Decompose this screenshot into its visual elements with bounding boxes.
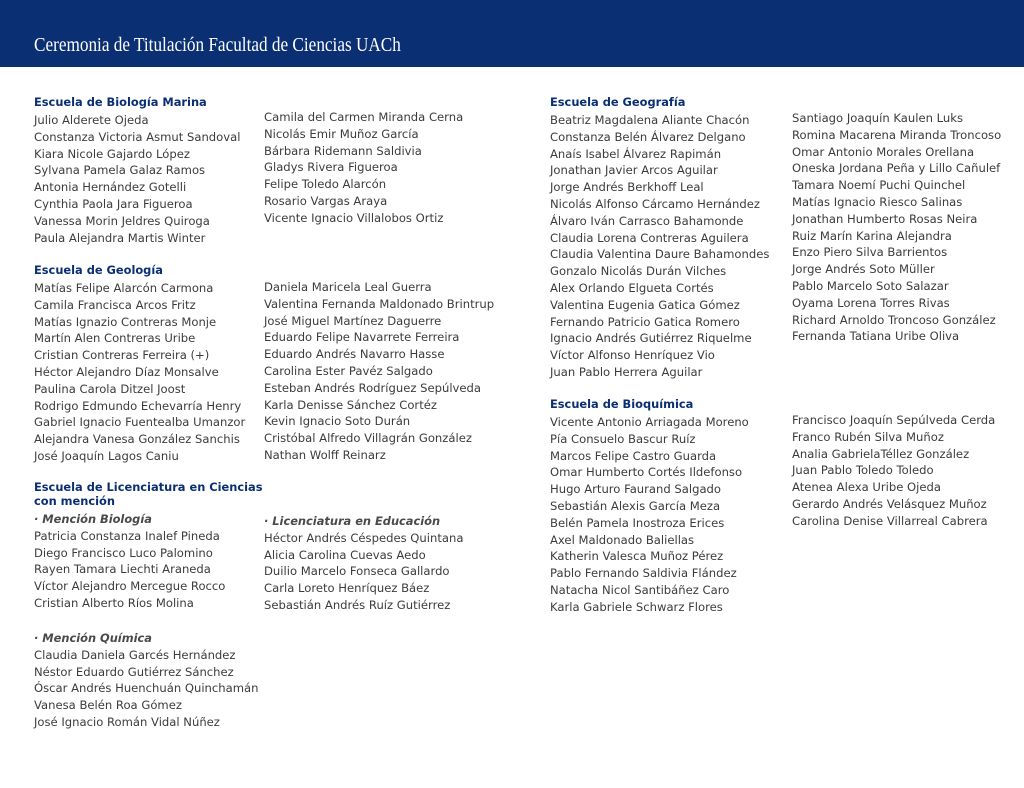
- graduate-name: Fernando Patricio Gatica Romero: [550, 314, 740, 329]
- section-geografia-col2: [792, 110, 1001, 345]
- graduate-name: Héctor Andrés Céspedes Quintana: [264, 530, 464, 545]
- name-list: [792, 110, 1001, 345]
- graduate-name: Óscar Andrés Huenchuán Quinchamán: [34, 681, 259, 696]
- section-bioquimica: [550, 397, 749, 616]
- graduate-name: Víctor Alejandro Mercegue Rocco: [34, 579, 226, 594]
- name-list: [550, 414, 749, 616]
- graduate-name: Francisco Joaquín Sepúlveda Cerda: [792, 413, 996, 427]
- section-heading: Escuela de Biología Marina: [34, 95, 207, 109]
- section-heading-line1: Escuela de Licenciatura en Ciencias: [34, 480, 263, 494]
- graduate-name: Nicolás Emir Muñoz García: [264, 126, 419, 141]
- graduate-name: Matías Ignazio Contreras Monje: [34, 314, 217, 329]
- graduate-name: Alejandra Vanesa González Sanchis: [34, 432, 240, 447]
- graduate-name: Natacha Nicol Santibáñez Caro: [550, 582, 730, 597]
- graduate-name: Ignacio Andrés Gutiérrez Riquelme: [550, 331, 752, 346]
- graduate-name: Vanessa Morin Jeldres Quiroga: [34, 213, 210, 228]
- graduate-name: Sebastián Andrés Ruíz Gutiérrez: [264, 597, 451, 612]
- graduate-name: Gonzalo Nicolás Durán Vilches: [550, 264, 727, 279]
- graduate-name: José Miguel Martínez Daguerre: [264, 313, 442, 328]
- graduate-name: Franco Rubén Silva Muñoz: [792, 429, 944, 444]
- graduate-name: Claudia Daniela Garcés Hernández: [34, 647, 236, 662]
- name-list: [264, 279, 494, 464]
- section-licenciatura: [34, 480, 263, 612]
- graduate-name: Paula Alejandra Martis Winter: [34, 230, 206, 245]
- graduate-name: Rosario Vargas Araya: [264, 193, 388, 208]
- graduate-name: Vanesa Belén Roa Gómez: [34, 698, 182, 713]
- name-list: [34, 647, 258, 731]
- graduate-name: Constanza Victoria Asmut Sandoval: [34, 129, 241, 144]
- graduate-name: Esteban Andrés Rodríguez Sepúlveda: [264, 380, 482, 395]
- graduate-name: Eduardo Felipe Navarrete Ferreira: [264, 330, 460, 345]
- graduate-name: Eduardo Andrés Navarro Hasse: [264, 347, 445, 362]
- graduate-name: Julio Alderete Ojeda: [34, 113, 149, 127]
- graduate-name: Atenea Alexa Uribe Ojeda: [792, 480, 942, 495]
- name-list: [792, 412, 995, 530]
- graduate-name: Álvaro Iván Carrasco Bahamonde: [550, 213, 744, 228]
- graduate-name: Pablo Fernando Saldivia Flández: [550, 566, 737, 581]
- graduate-name: Kevin Ignacio Soto Durán: [264, 414, 411, 429]
- graduate-name: Sylvana Pamela Galaz Ramos: [34, 163, 206, 178]
- name-list: [550, 112, 769, 381]
- graduate-name: Hugo Arturo Faurand Salgado: [550, 482, 722, 497]
- graduate-name: Cristóbal Alfredo Villagrán González: [264, 431, 472, 446]
- graduate-name: Karla Denisse Sánchez Cortéz: [264, 397, 437, 412]
- name-list: [264, 109, 463, 227]
- graduate-name: Patricia Constanza Inalef Pineda: [34, 528, 220, 543]
- graduate-name: Oyama Lorena Torres Rivas: [792, 295, 950, 310]
- subsection-heading: · Licenciatura en Educación: [264, 514, 441, 528]
- section-licenciatura-quimica: [34, 630, 258, 731]
- graduate-name: Víctor Alfonso Henríquez Vio: [550, 348, 715, 363]
- graduate-name: Cristian Contreras Ferreira (+): [34, 348, 210, 363]
- graduate-name: Gabriel Ignacio Fuentealba Umanzor: [34, 415, 246, 430]
- graduate-name: Valentina Eugenia Gatica Gómez: [550, 297, 740, 312]
- section-biologia-marina-col2: [264, 109, 463, 227]
- section-biologia-marina: [34, 95, 240, 246]
- graduate-name: Fernanda Tatiana Uribe Oliva: [792, 329, 960, 344]
- graduate-name: Belén Pamela Inostroza Erices: [550, 515, 725, 530]
- subsection-heading: · Mención Biología: [34, 512, 152, 526]
- page-title: Ceremonia de Titulación Facultad de Ciencias UACh: [34, 34, 401, 56]
- graduate-name: Gladys Rivera Figueroa: [264, 160, 398, 175]
- graduate-name: Camila del Carmen Miranda Cerna: [264, 110, 464, 124]
- graduate-name: Vicente Antonio Arriagada Moreno: [550, 415, 749, 429]
- graduate-name: Cynthia Paola Jara Figueroa: [34, 196, 193, 211]
- graduate-name: Camila Francisca Arcos Fritz: [34, 297, 196, 312]
- graduate-name: Juan Pablo Herrera Aguilar: [550, 364, 703, 379]
- graduate-name: Omar Humberto Cortés Ildefonso: [550, 465, 743, 480]
- section-geografia: [550, 95, 769, 381]
- graduate-name: Oneska Jordana Peña y Lillo Cañulef: [792, 161, 1001, 176]
- graduate-name: Antonia Hernández Gotelli: [34, 180, 187, 195]
- graduate-name: Claudia Lorena Contreras Aguilera: [550, 230, 749, 245]
- section-heading: Escuela de Bioquímica: [550, 397, 694, 411]
- graduate-name: Gerardo Andrés Velásquez Muñoz: [792, 496, 987, 511]
- section-heading: Escuela de Geología: [34, 263, 163, 277]
- graduate-name: Enzo Piero Silva Barrientos: [792, 245, 948, 260]
- graduate-name: Sebastián Alexis García Meza: [550, 498, 721, 513]
- graduate-name: Jorge Andrés Berkhoff Leal: [550, 180, 704, 195]
- name-list: [264, 530, 463, 614]
- graduate-name: Axel Maldonado Baliellas: [550, 532, 695, 547]
- graduate-name: Richard Arnoldo Troncoso González: [792, 312, 996, 327]
- graduate-name: Pía Consuelo Bascur Ruíz: [550, 431, 696, 446]
- section-heading-line2: con mención: [34, 494, 115, 508]
- graduate-name: Carla Loreto Henríquez Báez: [264, 581, 430, 596]
- graduate-name: José Ignacio Román Vidal Núñez: [34, 714, 220, 729]
- graduate-name: Tamara Noemí Puchi Quinchel: [792, 178, 966, 193]
- graduate-name: Paulina Carola Ditzel Joost: [34, 381, 186, 396]
- graduate-name: Nathan Wolff Reinarz: [264, 447, 386, 462]
- graduate-name: Cristian Alberto Ríos Molina: [34, 595, 194, 610]
- name-list: [34, 280, 245, 465]
- subsection-heading: · Mención Química: [34, 631, 152, 645]
- graduate-name: Marcos Felipe Castro Guarda: [550, 448, 717, 463]
- graduate-name: Nicolás Alfonso Cárcamo Hernández: [550, 196, 760, 211]
- name-list: [34, 112, 240, 246]
- name-list: [34, 528, 263, 612]
- graduate-name: Constanza Belén Álvarez Delgano: [550, 129, 746, 144]
- graduate-name: Héctor Alejandro Díaz Monsalve: [34, 364, 219, 379]
- page-header: [0, 0, 1024, 67]
- graduate-name: Carolina Denise Villarreal Cabrera: [792, 513, 988, 528]
- graduate-name: Anaís Isabel Álvarez Rapimán: [550, 146, 722, 161]
- graduate-name: Katherin Valesca Muñoz Pérez: [550, 549, 724, 564]
- graduate-name: Néstor Eduardo Gutiérrez Sánchez: [34, 664, 234, 679]
- graduate-name: Juan Pablo Toledo Toledo: [792, 463, 934, 478]
- section-licenciatura-educacion: [264, 513, 463, 614]
- graduate-name: Duilio Marcelo Fonseca Gallardo: [264, 564, 450, 579]
- graduate-name: Rayen Tamara Liechti Araneda: [34, 562, 211, 577]
- graduate-name: Bárbara Ridemann Saldivia: [264, 143, 422, 158]
- graduate-name: Alex Orlando Elgueta Cortés: [550, 280, 714, 295]
- graduate-name: Jonathan Humberto Rosas Neira: [792, 211, 978, 226]
- graduate-name: Alicia Carolina Cuevas Aedo: [264, 547, 426, 562]
- graduate-name: Ruiz Marín Karina Alejandra: [792, 228, 952, 243]
- graduate-name: Karla Gabriele Schwarz Flores: [550, 599, 723, 614]
- graduate-name: Valentina Fernanda Maldonado Brintrup: [264, 296, 495, 311]
- graduate-name: Carolina Ester Pavéz Salgado: [264, 363, 433, 378]
- graduate-name: Matías Felipe Alarcón Carmona: [34, 281, 214, 295]
- graduate-name: Beatriz Magdalena Aliante Chacón: [550, 113, 750, 127]
- graduate-name: Santiago Joaquín Kaulen Luks: [792, 111, 963, 125]
- graduate-name: Pablo Marcelo Soto Salazar: [792, 278, 949, 293]
- graduate-name: Rodrigo Edmundo Echevarría Henry: [34, 398, 242, 413]
- graduate-name: Daniela Maricela Leal Guerra: [264, 280, 432, 294]
- section-geologia: [34, 263, 245, 465]
- section-geologia-col2: [264, 279, 494, 464]
- graduate-name: Kiara Nicole Gajardo López: [34, 146, 190, 161]
- graduate-name: Jorge Andrés Soto Müller: [792, 262, 935, 277]
- graduate-name: Felipe Toledo Alarcón: [264, 177, 387, 192]
- graduate-name: Matías Ignacio Riesco Salinas: [792, 194, 963, 209]
- graduate-name: Analia GabrielaTéllez González: [792, 446, 970, 461]
- graduate-name: Claudia Valentina Daure Bahamondes: [550, 247, 770, 262]
- section-bioquimica-col2: [792, 412, 995, 530]
- section-heading: [34, 480, 263, 508]
- graduate-name: Jonathan Javier Arcos Aguilar: [550, 163, 718, 178]
- graduate-name: Diego Francisco Luco Palomino: [34, 545, 213, 560]
- graduate-name: Martín Alen Contreras Uribe: [34, 331, 196, 346]
- graduate-name: José Joaquín Lagos Caniu: [34, 448, 179, 463]
- graduate-name: Omar Antonio Morales Orellana: [792, 144, 975, 159]
- graduate-name: Vicente Ignacio Villalobos Ortiz: [264, 210, 444, 225]
- graduate-name: Romina Macarena Miranda Troncoso: [792, 127, 1002, 142]
- section-heading: Escuela de Geografía: [550, 95, 686, 109]
